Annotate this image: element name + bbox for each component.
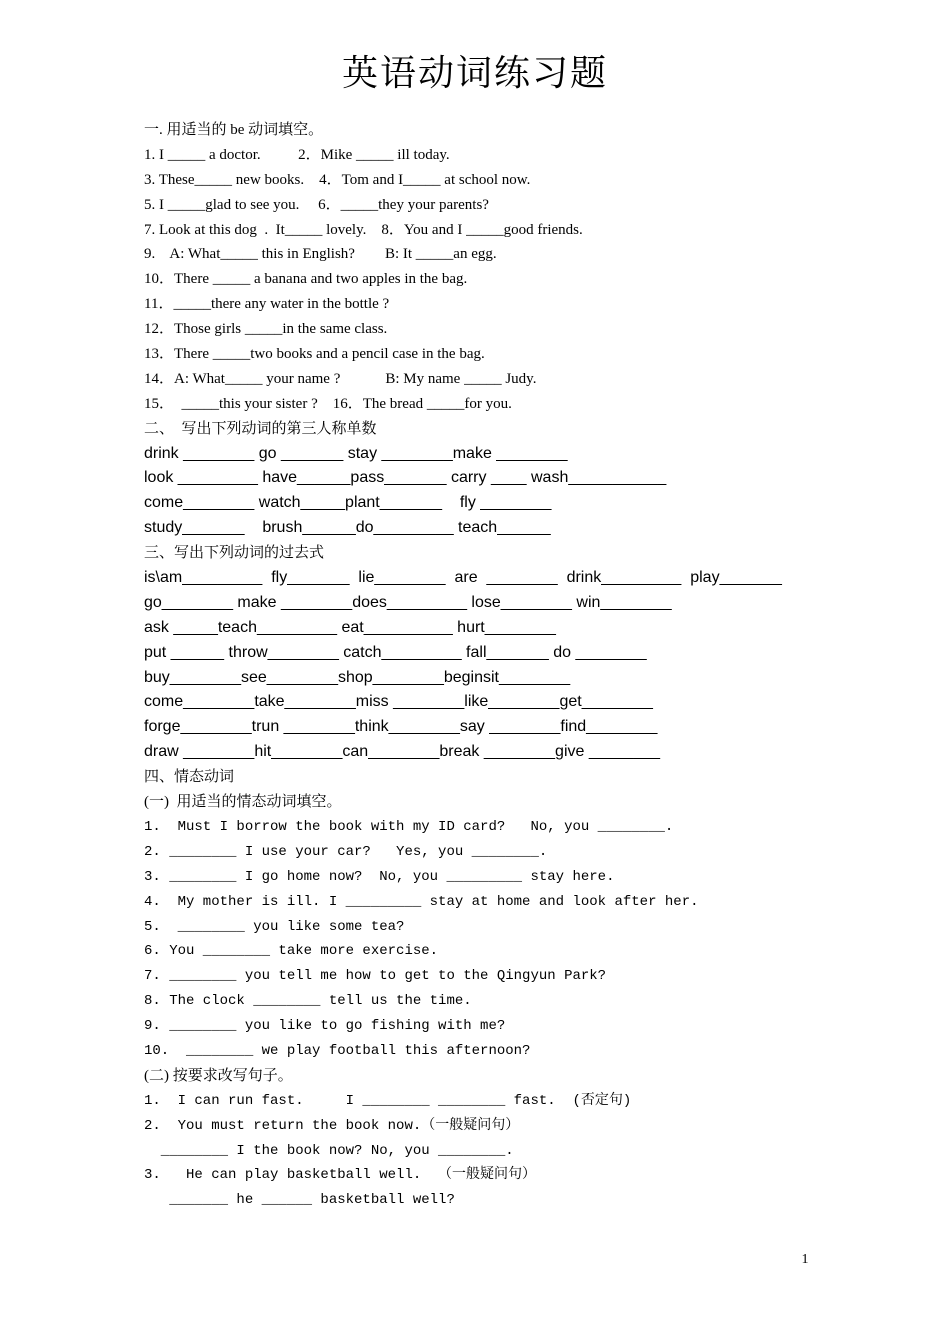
exercise-line: (一) 用适当的情态动词填空。 xyxy=(144,794,342,811)
exercise-line: come________ watch_____plant_______ fly ________ xyxy=(144,494,552,512)
exercise-line: _______ he ______ basketball well? xyxy=(144,1192,455,1209)
exercise-line: 三、写出下列动词的过去式 xyxy=(144,545,325,562)
exercise-line: 10. ________ we play football this afternoon? xyxy=(144,1042,531,1059)
exercise-line: 四、情态动词 xyxy=(144,769,235,786)
exercise-line: draw ________hit________can________break ________give ________ xyxy=(144,743,661,761)
exercise-line: 2. You must return the book now.（一般疑问句） xyxy=(144,1117,520,1134)
exercise-line: 8. The clock ________ tell us the time. xyxy=(144,993,472,1010)
exercise-line: 二、 写出下列动词的第三人称单数 xyxy=(144,420,377,437)
exercise-line: forge________trun ________think________say ________find________ xyxy=(144,718,658,736)
exercise-line: study_______ brush______do_________ teach______ xyxy=(144,519,551,537)
exercise-line: 9. A: What_____ this in English? B: It _____an egg. xyxy=(144,246,497,263)
exercise-line: 13．There _____two books and a pencil case in the bag. xyxy=(144,346,485,363)
exercise-line: 6. You ________ take more exercise. xyxy=(144,943,439,960)
exercise-line: 9. ________ you like to go fishing with me? xyxy=(144,1018,506,1035)
exercise-line: ask _____teach_________ eat__________ hurt________ xyxy=(144,618,556,636)
exercise-line: go________ make ________does_________ lose________ win________ xyxy=(144,593,672,611)
page-title: 英语动词练习题 xyxy=(341,53,608,94)
exercise-line: is\am_________ fly_______ lie________ are ________ drink_________ play_______ xyxy=(144,569,782,587)
exercise-line: 1. Must I borrow the book with my ID card? No, you ________. xyxy=(144,818,674,835)
exercise-line: 3. He can play basketball well. （一般疑问句） xyxy=(144,1167,537,1184)
exercise-line: drink ________ go _______ stay ________make ________ xyxy=(144,444,568,462)
exercise-line: 12．Those girls _____in the same class. xyxy=(144,321,388,338)
exercise-line: buy________see________shop________beginsit________ xyxy=(144,668,571,686)
exercise-line: 1. I _____ a doctor. 2．Mike _____ ill today. xyxy=(144,146,450,163)
exercise-line: 1. I can run fast. I ________ ________ fast. (否定句) xyxy=(144,1092,632,1109)
exercise-line: 7. ________ you tell me how to get to the Qingyun Park? xyxy=(144,968,607,985)
exercise-line: ________ I the book now? No, you ________. xyxy=(144,1142,514,1159)
exercise-line: put ______ throw________ catch_________ fall_______ do ________ xyxy=(144,643,647,661)
exercise-line: 2. ________ I use your car? Yes, you ________. xyxy=(144,843,548,860)
exercise-body xyxy=(144,118,844,1213)
exercise-line: 一. 用适当的 be 动词填空。 xyxy=(144,122,324,138)
exercise-line: come________take________miss ________like________get________ xyxy=(144,693,653,711)
exercise-line: 3. These_____ new books. 4．Tom and I_____ at school now. xyxy=(144,171,531,188)
exercise-line: 10．There _____ a banana and two apples in the bag. xyxy=(144,271,468,288)
exercise-line: look _________ have______pass_______ carry ____ wash___________ xyxy=(144,469,667,487)
exercise-line: 14．A: What_____ your name ? B: My name _____ Judy. xyxy=(144,370,537,387)
exercise-line: 5. I _____glad to see you. 6．_____they your parents? xyxy=(144,196,489,213)
exercise-line: 7. Look at this dog . It_____ lovely. 8．You and I _____good friends. xyxy=(144,221,583,238)
exercise-line: (二) 按要求改写句子。 xyxy=(144,1067,293,1084)
page-number: 1 xyxy=(801,1252,809,1267)
exercise-line: 5. ________ you like some tea? xyxy=(144,918,405,935)
exercise-line: 11．_____there any water in the bottle ? xyxy=(144,296,390,313)
exercise-line: 15． _____this your sister ? 16．The bread _____for you. xyxy=(144,395,512,412)
exercise-line: 3. ________ I go home now? No, you _________ stay here. xyxy=(144,868,615,885)
exercise-line: 4. My mother is ill. I _________ stay at home and look after her. xyxy=(144,893,699,910)
